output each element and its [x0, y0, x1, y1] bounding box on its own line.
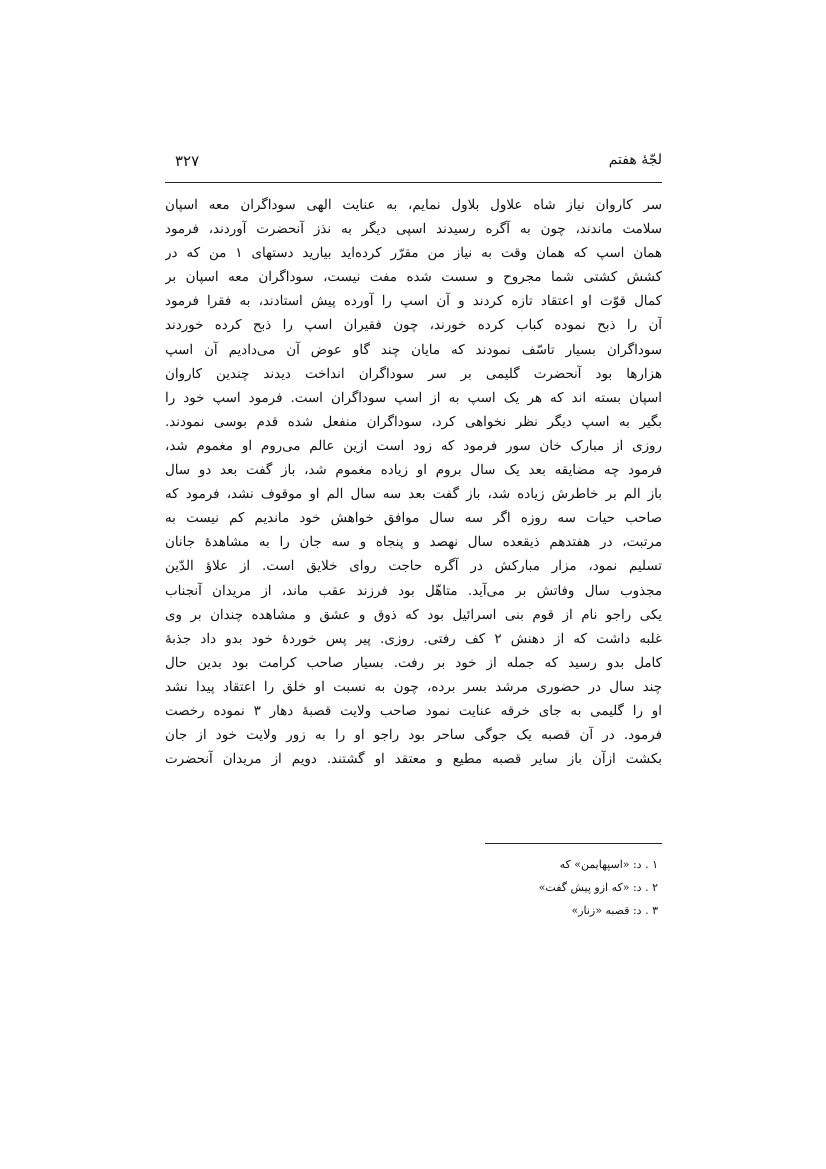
- text-line: کامل بدو رسید که جمله از خود بر رفت. بسیار صاحب کرامت بود بدین حال: [165, 655, 662, 671]
- text-line: سر کاروان نیاز شاه علاول بلاول نمایم، به عنایت الهی سوداگران معه اسپان: [165, 198, 662, 213]
- text-line: همان اسپ که همان وقت به نیاز من مقرّر کرده‌اید بیارید دستهای ۱ من که در: [165, 246, 662, 262]
- text-line: روزی از مبارک خان سور فرمود که زود است ازین عالم می‌روم او مغموم شد،: [165, 438, 662, 454]
- text-line: اسپان بسته اند که هر یک اسپ به از اسپ سوداگران است. فرمود اسپ خود را: [165, 390, 662, 406]
- footnotes: [165, 853, 658, 922]
- body-text: [165, 194, 662, 772]
- text-line: یکی راجو نام از قوم بنی اسرائیل بود که ذوق و عشق و مشاهده چندان بر وی: [165, 607, 662, 623]
- text-line: سلامت ماندند، چون به آگره رسیدند اسپی دیگر به نذز آنحضرت آوردند، فرمود: [165, 222, 662, 238]
- text-line: فرمود. در آن قصبه یک جوگی ساحر بود راجو او را به زور ولایت خود از جان: [165, 728, 662, 744]
- text-line: غلبه داشت که از دهنش ۲ کف رفتی. روزی. پیر پس خوردهٔ خود بدو داد جذبهٔ: [165, 631, 662, 647]
- text-line: فرمود چه مضایقه بعد یک سال بروم او زیاده مغموم شد، باز گفت بعد دو سال: [165, 463, 662, 479]
- text-line: بکشت ازآن باز سایر قصبه مطیع و معتقد او گشتند. دویم از مریدان آنحضرت: [165, 752, 662, 768]
- text-line: او را گلیمی به جای خرقه عنایت نمود صاحب ولایت قصبهٔ دهار ۳ نموده رخصت: [165, 703, 662, 719]
- text-line: باز الم بر خاطرش زیاده شد، باز گفت بعد سه سال الم او موقوف نشد، فرمود که: [165, 487, 662, 503]
- text-line: کمال قوّت او اعتقاد تازه کردند و آن اسپ را آورده پیش استادند، به فقرا فرمود: [165, 294, 662, 310]
- footnote-rule: [485, 843, 662, 844]
- text-line: هزارها بود آنحضرت گلیمی بر سر سوداگران انداخت دیدند چندین کاروان: [165, 366, 662, 382]
- text-line: سوداگران بسیار تاسّف نمودند که مایان چند گاو عوض آن می‌دادیم آن اسپ: [165, 342, 662, 358]
- text-line: چند سال در حضوری مرشد بسر برده، چون به نسبت او خلق را اعتقاد پیدا نشد: [165, 679, 662, 695]
- text-line: تسلیم نمود، مزار مبارکش در آگره حاجت روای خلایق است. از علاؤ الدّین: [165, 559, 662, 575]
- text-line: صاحب حیات سه روزه اگر سه سال موافق خواهش خود ماندیم کم نیست به: [165, 511, 662, 527]
- text-line: مرتبت، در هفتدهم ذیقعده سال نهصد و پنجاه و سه جان را به مشاهدهٔ جانان: [165, 535, 662, 551]
- footnote: ۱ . د: «اسپهایمن» که: [559, 858, 658, 871]
- text-line: کشش کشتی شما مجروح و سست شده مفت نیست، سوداگران معه اسپان بر: [165, 270, 662, 286]
- text-line: آن را ذبح نموده کباب کرده خورند، چون فقیران اسپ را ذبح کرده خوردند: [165, 318, 662, 334]
- text-line: بگیر به اسپ دیگر نظر نخواهی کرد، سوداگران منفعل شده قدم بوسی نمودند.: [165, 414, 662, 430]
- header-rule: [165, 182, 662, 183]
- page-number: ۳۲۷: [175, 152, 200, 170]
- page-header: [165, 148, 662, 178]
- text-line: مجذوب سال وفاتش بر می‌آید. متاهّل بود فرزند عقب ماند، از مریدان آنجناب: [165, 583, 662, 599]
- footnote: ۲ . د: «که ازو پیش گفت»: [538, 881, 658, 894]
- running-head: لجّهٔ هفتم: [608, 152, 662, 168]
- footnote: ۳ . د: قصبه «زنار»: [571, 904, 658, 917]
